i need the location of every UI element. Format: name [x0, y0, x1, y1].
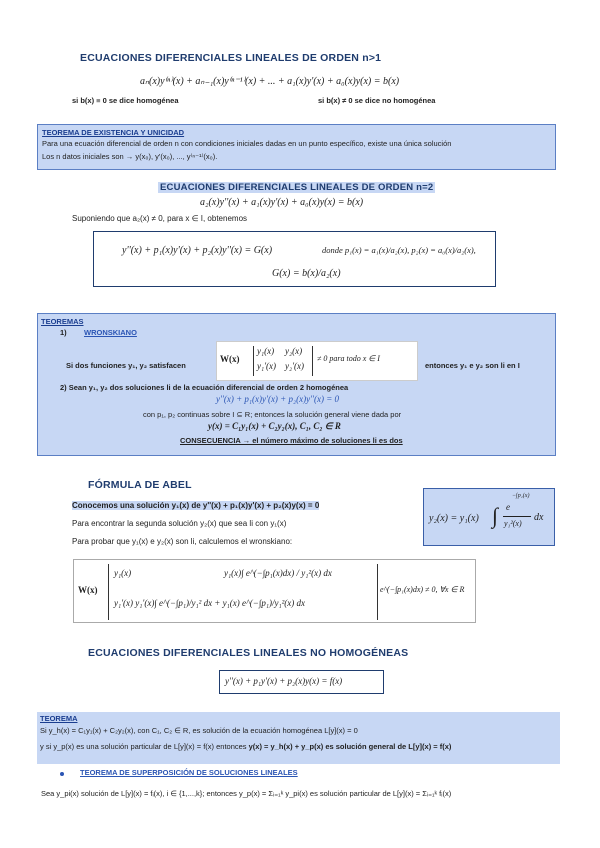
fraction-bar: [503, 516, 531, 517]
matrix-m21: y₁'(x): [257, 361, 277, 371]
general-equation: aₙ(x)y⁽ⁿ⁾(x) + aₙ₋₁(x)y⁽ⁿ⁻¹⁾(x) + ... + a₁(x)y'(x) + a₀(x)y(x) = b(x): [140, 76, 400, 87]
abel-line1: Conocemos una solución y₁(x) de y''(x) + p₁(x)y'(x) + p₂(x)y(x) = 0: [72, 501, 320, 510]
wronskian-title: WRONSKIANO: [84, 328, 137, 337]
abel-m11: y₁(x): [114, 568, 132, 578]
homogeneous-def: si b(x) ≡ 0 se dice homogénea: [72, 96, 179, 105]
nonhomogeneous-def: si b(x) ≠ 0 se dice no homogénea: [318, 96, 436, 105]
wronskian-number: 1): [60, 328, 67, 337]
final-theorem-title: TEOREMA: [40, 714, 78, 723]
abel-denominator: y₁²(x): [504, 519, 522, 528]
abel-dx: dx: [534, 512, 544, 523]
theorems-title: TEOREMAS: [41, 317, 84, 326]
abel-line3: Para probar que y₁(x) e y₂(x) son li, calculemos el wronskiano:: [72, 537, 293, 546]
order2-equation: a₂(x)y''(x) + a₁(x)y'(x) + a₀(x)y(x) = b(x): [200, 197, 364, 208]
existence-theorem-line1: Para una ecuación diferencial de orden n con condiciones iniciales dadas en un punto específico, existe una única solución: [42, 139, 452, 148]
integral-sign: ∫: [492, 503, 499, 528]
wronskian-matrix-image: [216, 341, 418, 381]
existence-theorem-title: TEOREMA DE EXISTENCIA Y UNICIDAD: [42, 128, 185, 137]
superposition-title: TEOREMA DE SUPERPOSICIÓN DE SOLUCIONES LINEALES: [80, 768, 298, 777]
abel-formula-box: [423, 488, 555, 546]
wronskian-label: W(x): [220, 354, 240, 364]
consequence: CONSECUENCIA → el número máximo de soluciones li es dos: [180, 436, 403, 445]
matrix-m12: y₂(x): [285, 346, 303, 356]
g-definition: G(x) = b(x)/a₂(x): [272, 268, 341, 279]
abel-w-tail: e^(−∫p₁(x)dx) ≠ 0, ∀x ∈ R: [380, 585, 465, 594]
theorems-box: [37, 313, 556, 456]
wronskian-conclusion: entonces y₁ e y₂ son li en I: [425, 361, 520, 370]
wronskian-condition: ≠ 0 para todo x ∈ I: [317, 354, 380, 363]
abel-numerator: e: [506, 502, 510, 512]
wronskian-text: Si dos funciones y₁, y₂ satisfacen: [66, 361, 186, 370]
normal-form-equation: y''(x) + p₁(x)y'(x) + p₂(x)y''(x) = G(x): [122, 245, 273, 256]
superposition-text: Sea y_pi(x) solución de L[y](x) = fᵢ(x), i ∈ {1,...,k}; entonces y_p(x) = Σᵢ₌₁ᵏ y_pi(x) es solución particular de L[y](x) = Σᵢ₌₁ᵏ fᵢ(x): [41, 789, 452, 798]
existence-theorem-line2: Los n datos iniciales son → y(x₀), y'(x₀), ..., y⁽ⁿ⁻¹⁾(x₀).: [42, 152, 218, 161]
final-theorem-line2: [40, 742, 451, 751]
normal-form-box: [93, 231, 496, 287]
abel-exp: −∫p₁(x): [512, 493, 530, 499]
matrix-m22: y₂'(x): [285, 361, 305, 371]
final-theorem-line1: Si y_h(x) = C₁y₁(x) + C₂y₂(x), con C₁, C₂ ∈ R, es solución de la ecuación homogénea L[y](x) = 0: [40, 726, 358, 735]
final-theorem-box: [37, 712, 560, 764]
p-definitions: donde p₁(x) = a₁(x)/a₂(x), p₂(x) = a₀(x)/a₂(x),: [322, 245, 476, 255]
final-theorem-line2a: y si y_p(x) es una solución particular de L[y](x) = f(x) entonces: [40, 742, 249, 751]
abel-title: FÓRMULA DE ABEL: [88, 479, 192, 491]
title-orden-2: ECUACIONES DIFERENCIALES LINEALES DE ORDEN n=2: [160, 182, 434, 193]
nohom-equation: y''(x) + p₁y'(x) + p₂(x)y(x) = f(x): [225, 676, 343, 686]
general-solution: y(x) = C₁y₁(x) + C₂y₂(x), C₁, C₂ ∈ R: [208, 421, 341, 431]
theorem2-equation: y''(x) + p₁(x)y'(x) + p₂(x)y''(x) = 0: [216, 394, 340, 404]
title-orden-n: ECUACIONES DIFERENCIALES LINEALES DE ORDEN n>1: [80, 52, 382, 64]
theorem2-text: 2) Sean y₁, y₂ dos soluciones li de la ecuación diferencial de orden 2 homogénea: [60, 383, 349, 392]
nohom-title: ECUACIONES DIFERENCIALES LINEALES NO HOMOGÉNEAS: [88, 647, 409, 659]
final-theorem-line2b: y(x) = y_h(x) + y_p(x) es solución general de L[y](x) = f(x): [248, 742, 452, 751]
abel-wronskian-image: [73, 559, 476, 623]
abel-m21: y₁'(x) y₁'(x)∫ e^(−∫p₁)/y₁² dx + y₁(x) e^(−∫p₁)/y₁²(x) dx: [114, 598, 306, 608]
abel-line2: Para encontrar la segunda solución y₂(x) que sea li con y₁(x): [72, 519, 287, 528]
bullet-dot: [60, 772, 64, 776]
matrix-m11: y₁(x): [257, 346, 275, 356]
abel-m12: y₁(x)∫ e^(−∫p₁(x)dx) / y₁²(x) dx: [224, 568, 332, 578]
abel-lhs: y₂(x) = y₁(x): [429, 513, 479, 524]
abel-w-label: W(x): [78, 585, 98, 595]
existence-theorem-box: [37, 124, 556, 170]
supposing-text: Suponiendo que a₂(x) ≠ 0, para x ∈ I, obtenemos: [72, 214, 248, 223]
nohom-equation-box: [219, 670, 384, 694]
theorem2-continuity: con p₁, p₂ continuas sobre I ⊆ R; entonces la solución general viene dada por: [143, 410, 402, 419]
